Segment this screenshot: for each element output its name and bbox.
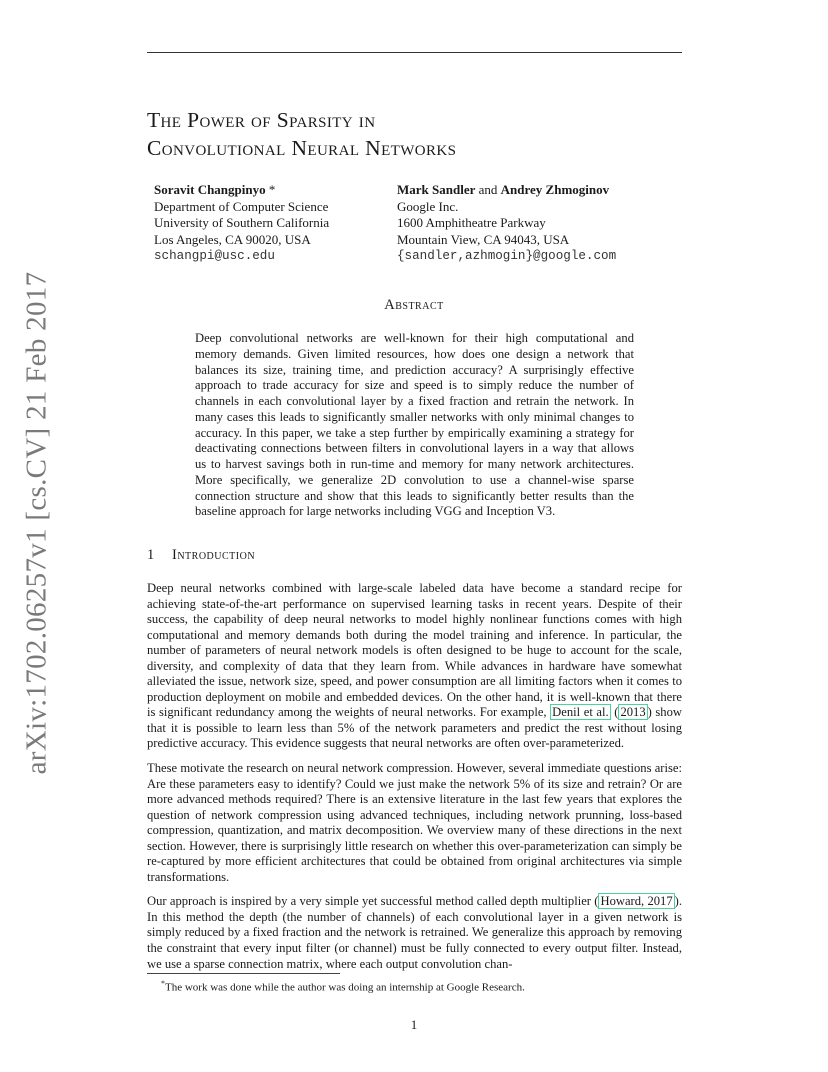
body-text [147,581,682,981]
abstract-text: Deep convolutional networks are well-known for their high computational and memory demands. Given limited resources, how does one design a network that balances its size, training time, and prediction accuracy? A surprisingly effective approach to trade accuracy for size and speed is to simply reduce the number of channels in each convolutional layer by a fixed fraction and retrain the network. In many cases this leads to significantly smaller networks with only minimal changes to accuracy. In this paper, we take a step further by empirically examining a strategy for deactivating connections between filters in convolutional layers in a way that allows us to harvest savings both in run-time and memory for many network architectures. More specifically, we generalize 2D convolution to use a channel-wise sparse connection structure and show that this leads to significantly better results than the baseline approach for large networks including VGG and Inception V3. [195,331,634,519]
author-email: {sandler,azhmogin}@google.com [397,249,617,263]
author-email: schangpi@usc.edu [154,249,275,263]
top-rule [147,52,682,53]
citation-link[interactable]: 2013 [620,705,646,720]
paragraph-text: ). In this method the depth (the number of channels) of each convolutional layer in a given network is simply reduced by a fixed fraction and the network is retrained. We generalize this approach by removing the constraint that every input filter (or channel) must be fully connected to every output filter. Instead, we use a sparse connection matrix, where each output convolution chan- [147,894,682,971]
paragraph: These motivate the research on neural network compression. However, several immediate questions arise: Are these parameters easy to identify? Could we just make the network 5% of its size and retrain? Or are more advanced methods required? There is an extensive literature in the last few years that explores the question of network compression using advanced techniques, including network prunning, loss-based compression, quantization, and matrix decomposition. We overview many of these directions in the next section. However, there is surprisingly little research on whether this over-parameterization can simply be re-captured by more efficient architectures that could be obtained from original architectures via simple transformations. [147,761,682,884]
author-name: Mark Sandler [397,182,476,197]
title-line-2: Convolutional Neural Networks [147,136,457,160]
footnote-mark: * [161,979,165,988]
paragraph-text: ( [610,705,619,720]
author-name: Andrey Zhmoginov [500,182,610,197]
footnote [161,977,525,995]
footnote-text: The work was done while the author was doing an internship at Google Research. [165,981,525,994]
paragraph-text: Our approach is inspired by a very simple yet successful method called depth multiplier ( [147,894,599,909]
author-address: 1600 Amphitheatre Parkway [397,215,546,230]
arxiv-stamp: arXiv:1702.06257v1 [cs.CV] 21 Feb 2017 [20,271,53,775]
title-line-1: The Power of Sparsity in [147,108,376,132]
citation-link[interactable]: Howard, 2017 [600,894,673,909]
author-address: Los Angeles, CA 90020, USA [154,231,311,247]
author-name: Soravit Changpinyo [154,182,266,197]
abstract-heading: Abstract [384,297,444,313]
paragraph-text: Deep neural networks combined with large-scale labeled data have become a standard recipe for achieving state-of-the-art performance on supervised learning tasks in recent years. Despite of their success, the capability of deep neural networks to model highly nonlinear functions comes with high computational and memory demands both during the model training and inference. In particular, the number of parameters of neural network models is often designed to be huge to account for the scale, diversity, and complexity of data that they learn from. While advances in hardware have somewhat alleviated the issue, network size, speed, and power consumption are all limiting factors when it comes to production deployment on mobile and embedded devices. On the other hand, it is well-known that there is significant redundancy among the weights of neural networks. For example, [147,581,682,720]
page-number: 1 [410,1017,418,1032]
section-heading [147,547,255,564]
paragraph-text: ) show that it is possible to learn less than 5% of the network parameters and predict the rest without losing predictive accuracy. This evidence suggests that neural networks are often over-parameterized. [147,705,682,751]
paragraph [147,581,682,752]
author-address: Mountain View, CA 94043, USA [397,231,570,247]
citation-link[interactable]: Denil et al. [552,705,609,720]
author-affiliation: Department of Computer Science [154,198,329,214]
section-title: Introduction [172,547,256,563]
author-footnote-mark: * [265,182,276,197]
paragraph [147,894,682,972]
author-affiliation: University of Southern California [154,215,330,230]
author-affiliation: Google Inc. [397,198,459,214]
author-conjunction: and [475,182,501,197]
author-block-1 [154,182,329,265]
author-block-2 [397,182,616,265]
paper-title [147,106,687,162]
footnote-rule [147,973,340,974]
section-number: 1 [147,547,155,563]
